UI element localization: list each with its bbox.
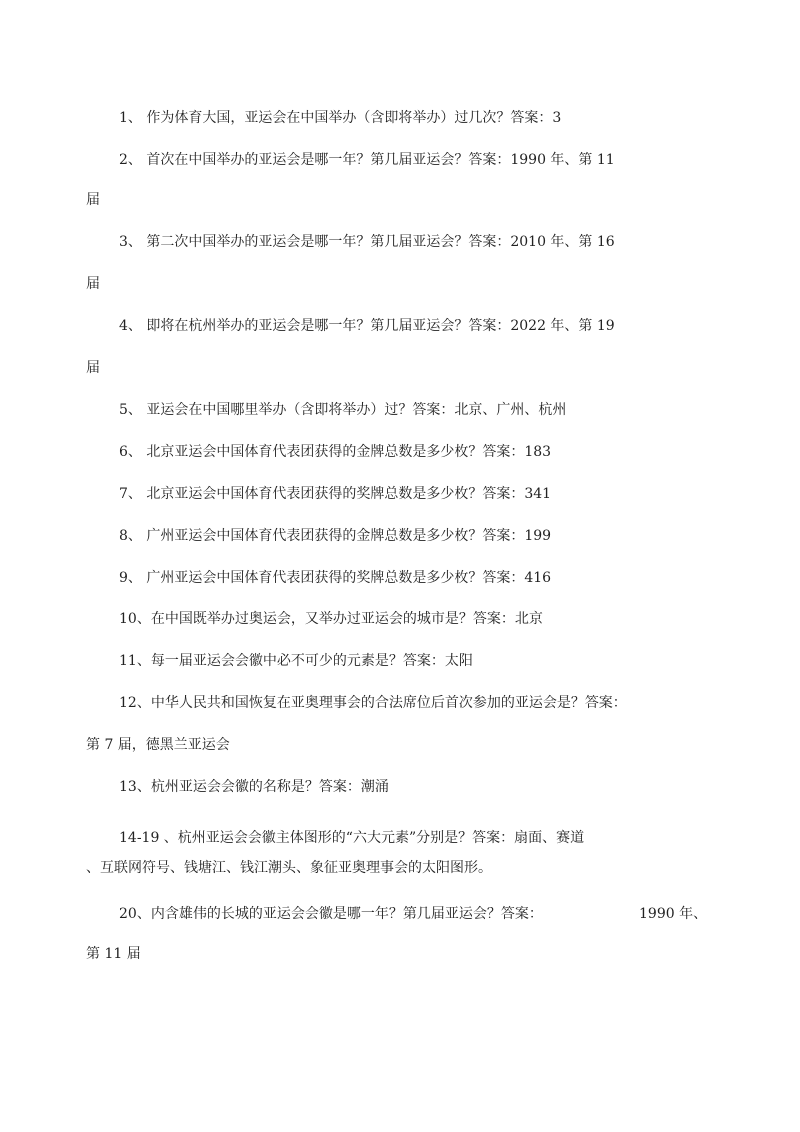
question-11: 11、每一届亚运会会徽中必不可少的元素是？答案：太阳 (119, 653, 473, 669)
question-2: 2、 首次在中国举办的亚运会是哪一年？第几届亚运会？答案：1990 年、第 11 (119, 152, 615, 168)
question-20-answer-year: 1990 年、 (639, 906, 708, 922)
question-3-continuation: 届 (86, 276, 100, 292)
question-10: 10、在中国既举办过奥运会，又举办过亚运会的城市是？答案：北京 (119, 611, 543, 627)
question-3: 3、 第二次中国举办的亚运会是哪一年？第几届亚运会？答案：2010 年、第 16 (119, 234, 615, 250)
question-2-continuation: 届 (86, 192, 100, 208)
question-9: 9、 广州亚运会中国体育代表团获得的奖牌总数是多少枚？答案：416 (119, 570, 552, 586)
question-12-continuation: 第 7 届，德黑兰亚运会 (86, 737, 230, 753)
question-20: 20、内含雄伟的长城的亚运会会徽是哪一年？第几届亚运会？答案： (119, 906, 543, 922)
question-5: 5、 亚运会在中国哪里举办（含即将举办）过？答案：北京、广州、杭州 (119, 402, 567, 418)
question-14-19: 14-19 、杭州亚运会会徽主体图形的“六大元素”分别是？答案：扇面、赛道 (119, 830, 585, 846)
question-13: 13、杭州亚运会会徽的名称是？答案：潮涌 (119, 779, 389, 795)
question-4: 4、 即将在杭州举办的亚运会是哪一年？第几届亚运会？答案：2022 年、第 19 (119, 318, 615, 334)
question-4-continuation: 届 (86, 360, 100, 376)
question-14-19-continuation: 、互联网符号、钱塘江、钱江潮头、象征亚奥理事会的太阳图形。 (86, 860, 492, 876)
question-7: 7、 北京亚运会中国体育代表团获得的奖牌总数是多少枚？答案：341 (119, 486, 552, 502)
question-8: 8、 广州亚运会中国体育代表团获得的金牌总数是多少枚？答案：199 (119, 528, 552, 544)
question-20-continuation: 第 11 届 (86, 946, 141, 962)
question-6: 6、 北京亚运会中国体育代表团获得的金牌总数是多少枚？答案：183 (119, 444, 552, 460)
question-12: 12、中华人民共和国恢复在亚奥理事会的合法席位后首次参加的亚运会是？答案： (119, 695, 627, 711)
question-1: 1、 作为体育大国，亚运会在中国举办（含即将举办）过几次？答案：3 (119, 110, 562, 126)
